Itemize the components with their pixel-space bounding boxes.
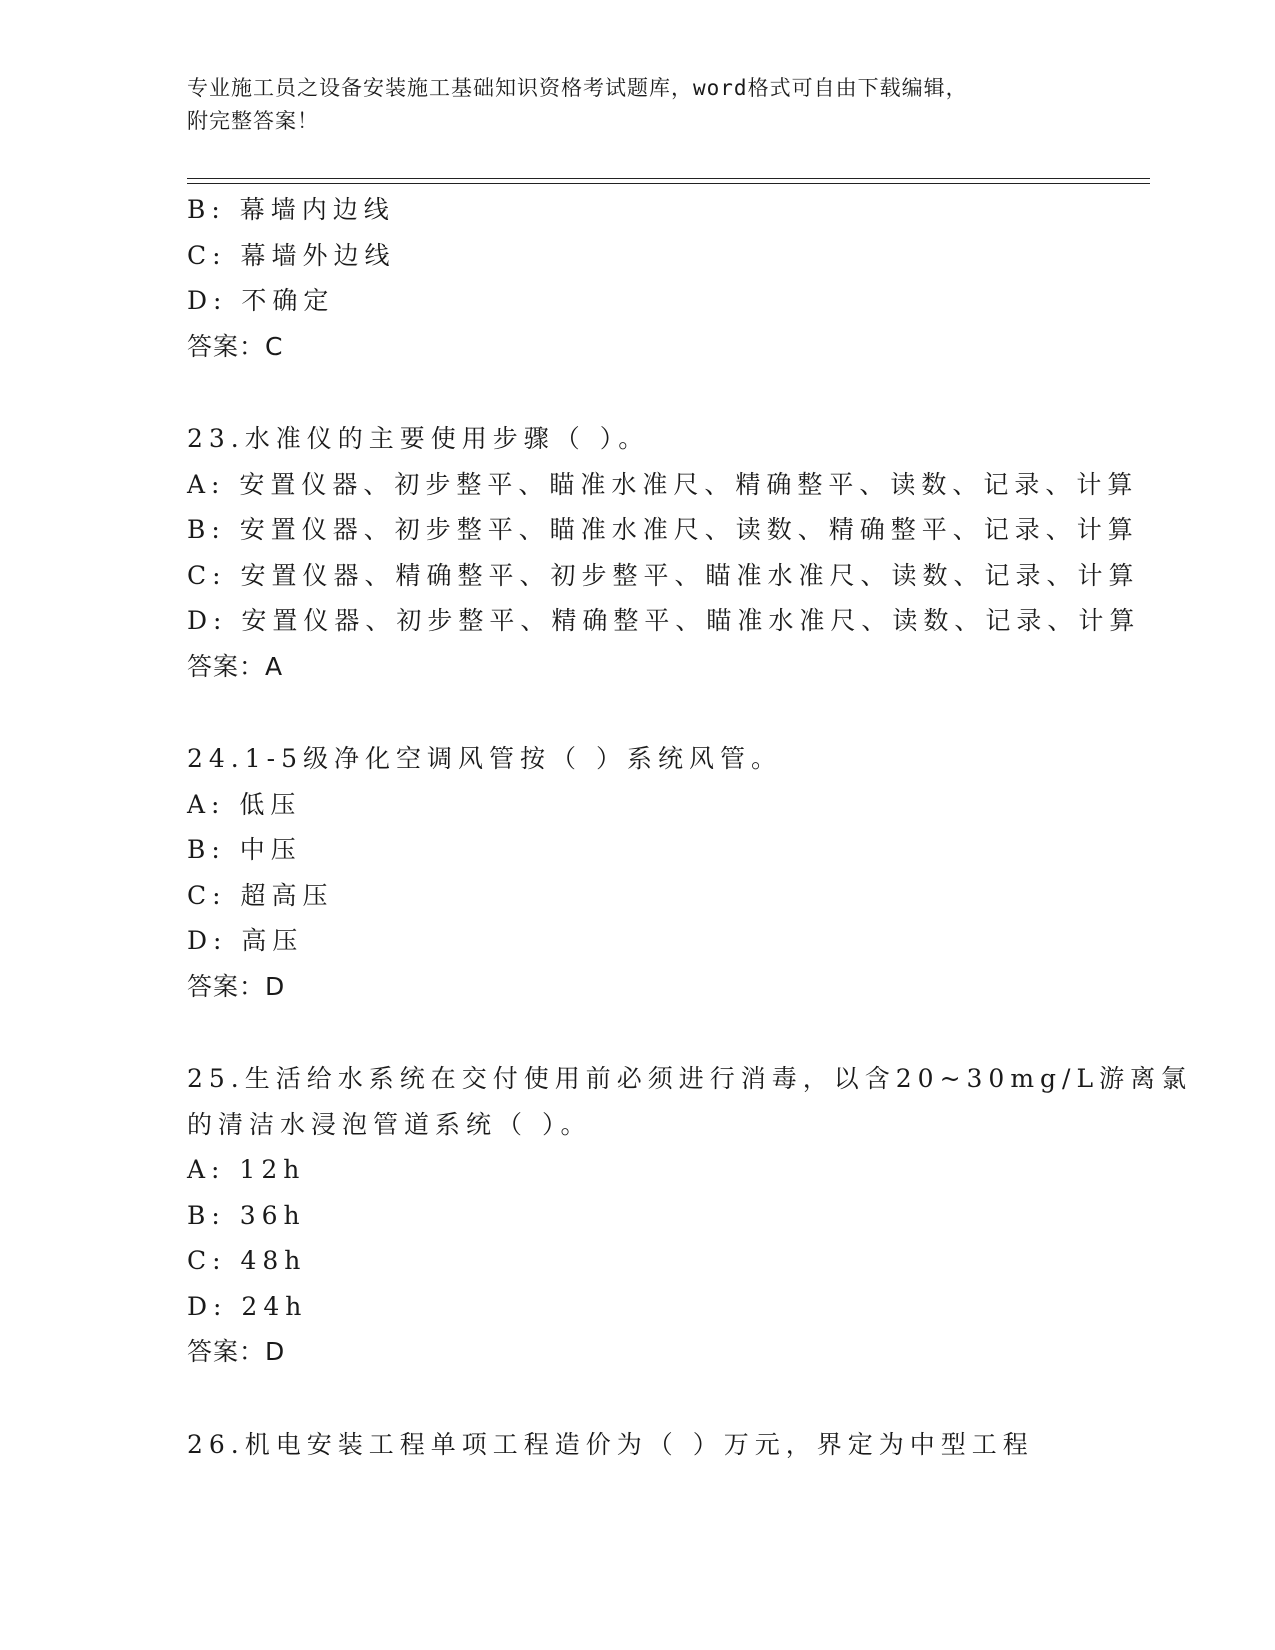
option-c: C: 48h (187, 1246, 307, 1275)
question-text: 24.1-5级净化空调风管按（ ）系统风管。 (187, 744, 782, 773)
option-a: A: 安置仪器、初步整平、瞄准水准尺、精确整平、读数、记录、计算 (187, 469, 1139, 499)
option-d: D: 24h (187, 1291, 308, 1321)
option-b: B: 中压 (187, 835, 302, 864)
spacer (187, 1375, 1150, 1422)
header-line-1: 专业施工员之设备安装施工基础知识资格考试题库，word格式可自由下载编辑， (187, 76, 968, 100)
option-a: A: 12h (187, 1155, 306, 1184)
spacer (187, 1009, 1150, 1056)
answer: 答案：C (187, 331, 284, 361)
option-c: C: 幕墙外边线 (187, 240, 396, 270)
option-d: D: 不确定 (187, 286, 335, 315)
answer: 答案：D (187, 1337, 286, 1366)
answer: 答案：A (187, 651, 284, 681)
header-line-2: 附完整答案！ (187, 109, 319, 133)
option-c: C: 超高压 (187, 880, 334, 910)
option-d: D: 高压 (187, 926, 304, 955)
question-text-line-1: 25.生活给水系统在交付使用前必须进行消毒，以含20~30mg/L游离氯 (187, 1064, 1193, 1093)
header-divider-top (187, 178, 1150, 179)
question-text: 26.机电安装工程单项工程造价为（ ）万元，界定为中型工程 (187, 1429, 1034, 1459)
option-c: C: 安置仪器、精确整平、初步整平、瞄准水准尺、读数、记录、计算 (187, 560, 1140, 590)
question-24 (187, 736, 1150, 1009)
option-a: A: 低压 (187, 789, 302, 819)
answer: 答案：D (187, 971, 286, 1001)
question-25 (187, 1056, 1193, 1375)
spacer (187, 689, 1150, 736)
question-text: 23.水准仪的主要使用步骤（ ）。 (187, 424, 650, 453)
question-26 (187, 1422, 1150, 1468)
document-header (187, 72, 1077, 138)
option-b: B: 幕墙内边线 (187, 195, 395, 224)
question-list (187, 187, 1193, 1467)
question-22-tail (187, 187, 1150, 369)
option-d: D: 安置仪器、初步整平、精确整平、瞄准水准尺、读数、记录、计算 (187, 606, 1141, 635)
header-divider-bottom (187, 183, 1150, 184)
option-b: B: 36h (187, 1200, 306, 1230)
question-23 (187, 416, 1150, 689)
spacer (187, 369, 1150, 416)
question-text-line-2: 的清洁水浸泡管道系统（ ）。 (187, 1109, 592, 1139)
option-b: B: 安置仪器、初步整平、瞄准水准尺、读数、精确整平、记录、计算 (187, 515, 1139, 544)
